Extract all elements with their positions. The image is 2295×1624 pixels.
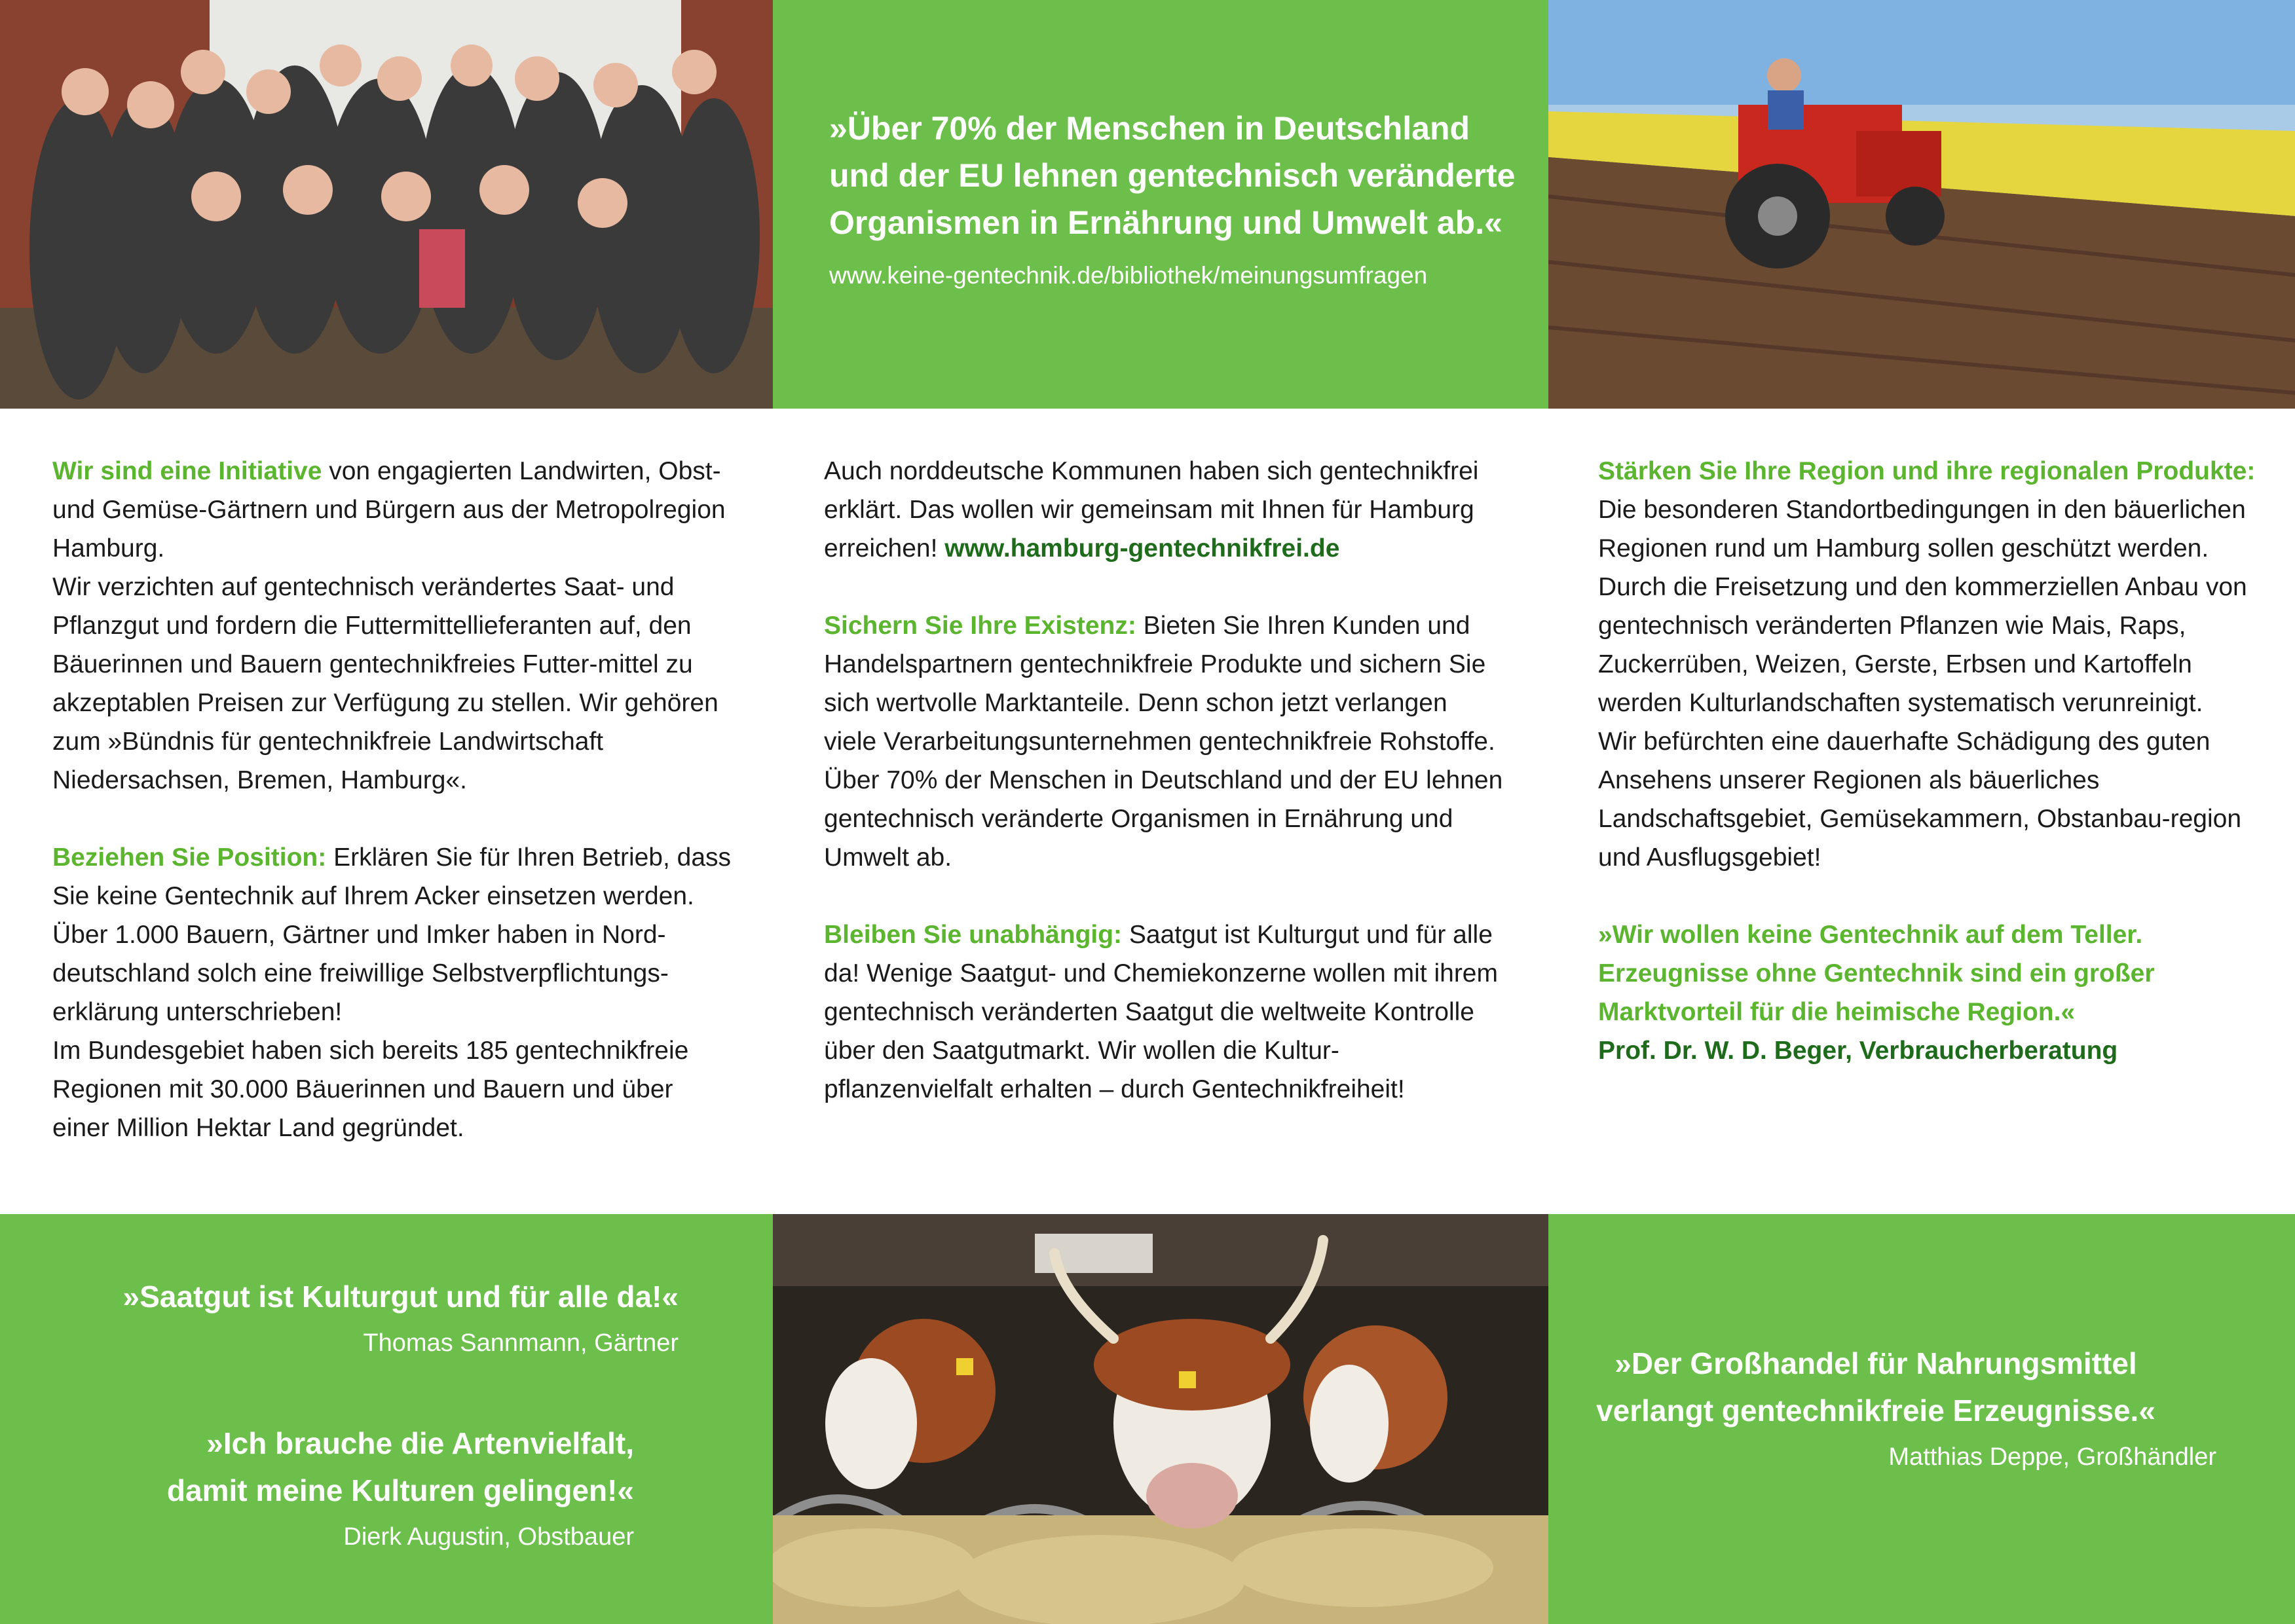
paragraph-text: Die besonderen Standortbedingungen in den bäuerlichen Regionen rund um Hamburg sollen geschützt werden. Durch die Freisetzung und den kommerziellen Anbau von gentechnisch veränderten Pflanzen wie Mais, Raps, Zuckerrüben, Weizen, Gerste, Erbsen und Kartoffeln werden Kulturlandschaften systematisch verunreinigt. <box>1598 496 2247 717</box>
quote-text <box>0 1420 634 1514</box>
bottom-quotes-left <box>0 1214 773 1624</box>
paragraph-text: Wir verzichten auf gentechnisch verändertes Saat- und Pflanzgut und fordern die Futtermittellieferanten auf, den Bäuerinnen und Bauern gentechnikfreies Futter-mittel zu akzeptablen Preisen zur Verfügung zu stellen. Wir gehören zum »Bündnis für gentechnikfreie Landwirtschaft Niedersachsen, Bremen, Hamburg«. <box>52 573 718 794</box>
quote-deppe <box>1548 1340 2216 1471</box>
text-column-3 <box>1598 452 2279 1109</box>
tractor-photo <box>1548 0 2295 409</box>
top-url: www.keine-gentechnik.de/bibliothek/meinungsumfragen <box>829 262 1428 289</box>
quote-line: »Der Großhandel für Nahrungsmittel <box>1614 1346 2137 1380</box>
beger-quote: »Wir wollen keine Gentechnik auf dem Teller. Erzeugnisse ohne Gentechnik sind ein großer Marktvorteil für die heimische Region.« <box>1598 921 2155 1026</box>
paragraph <box>52 452 734 800</box>
paragraph-text: Erklären Sie für Ihren Betrieb, dass Sie keine Gentechnik auf Ihrem Acker einsetzen werden. Über 1.000 Bauern, Gärtner und Imker haben in Nord-deutschland solch eine freiwillige Selbstverpflichtungs-erklärung unterschrieben! <box>52 843 732 1026</box>
beger-author: Prof. Dr. W. D. Beger, Verbraucherberatung <box>1598 1037 2118 1065</box>
website-link[interactable]: www.hamburg-gentechnikfrei.de <box>944 534 1340 563</box>
text-column-1 <box>52 452 734 1186</box>
quote-line: »Ich brauche die Artenvielfalt, <box>206 1426 634 1460</box>
paragraph-text: Bieten Sie Ihren Kunden und Handelspartnern gentechnikfreie Produkte und sichern Sie sich wertvolle Marktanteile. Denn schon jetzt verlangen viele Verarbeitungsunternehmen gentechnikfreie Rohstoffe. Über 70% der Menschen in Deutschland und der EU lehnen gentechnisch veränderte Organismen in Ernährung und Umwelt ab. <box>824 612 1503 872</box>
lead-position: Beziehen Sie Position: <box>52 843 327 872</box>
lead-existenz: Sichern Sie Ihre Existenz: <box>824 612 1136 640</box>
quote-text: »Saatgut ist Kulturgut und für alle da!« <box>122 1280 679 1314</box>
lead-unabhaengig: Bleiben Sie unabhängig: <box>824 921 1123 949</box>
paragraph <box>824 452 1505 568</box>
paragraph-text: Wir befürchten eine dauerhafte Schädigung des guten Ansehens unserer Regionen als bäuerliches Landschaftsgebiet, Gemüsekammern, Obstanbau-region und Ausflugsgebiet! <box>1598 728 2242 872</box>
paragraph-text: Auch norddeutsche Kommunen haben sich gentechnikfrei erklärt. Das wollen wir gemeinsam mit Ihnen für Hamburg erreichen! <box>824 457 1479 563</box>
group-photo <box>0 0 773 409</box>
text-column-2 <box>824 452 1505 1147</box>
top-quote: »Über 70% der Menschen in Deutschland und der EU lehnen gentechnisch veränderte Organismen in Ernährung und Umwelt ab.« <box>829 110 1516 241</box>
bottom-quote-right <box>1548 1214 2295 1624</box>
quote-line: damit meine Kulturen gelingen!« <box>166 1473 634 1507</box>
quote-author: Thomas Sannmann, Gärtner <box>363 1329 679 1357</box>
quote-augustin <box>0 1420 634 1551</box>
lead-region: Stärken Sie Ihre Region und ihre regionalen Produkte: <box>1598 457 2256 485</box>
quote-sannmann <box>24 1273 679 1357</box>
paragraph <box>52 838 734 1147</box>
quote-author: Dierk Augustin, Obstbauer <box>343 1523 634 1551</box>
cows-photo <box>773 1214 1548 1624</box>
quote-text <box>1548 1340 2216 1434</box>
paragraph-text: von engagierten Landwirten, Obst- und Gemüse-Gärtnern und Bürgern aus der Metropolregion Hamburg. <box>52 457 726 563</box>
paragraph-text: Saatgut ist Kulturgut und für alle da! Wenige Saatgut- und Chemiekonzerne wollen mit ihrem gentechnisch veränderten Saatgut die weltweite Kontrolle über den Saatgutmarkt. Wir wollen die Kultur-pflanzenvielfalt erhalten – durch Gentechnikfreiheit! <box>824 921 1498 1103</box>
paragraph <box>1598 915 2279 1070</box>
paragraph <box>824 915 1505 1109</box>
paragraph <box>824 606 1505 877</box>
quote-author: Matthias Deppe, Großhändler <box>1888 1443 2216 1471</box>
paragraph-text: Im Bundesgebiet haben sich bereits 185 gentechnikfreie Regionen mit 30.000 Bäuerinnen und Bauern und über einer Million Hektar Land gegründet. <box>52 1037 689 1142</box>
quote-line: verlangt gentechnikfreie Erzeugnisse.« <box>1596 1393 2155 1428</box>
top-quote-panel <box>773 0 1548 409</box>
paragraph <box>1598 452 2279 877</box>
lead-initiative: Wir sind eine Initiative <box>52 457 322 485</box>
